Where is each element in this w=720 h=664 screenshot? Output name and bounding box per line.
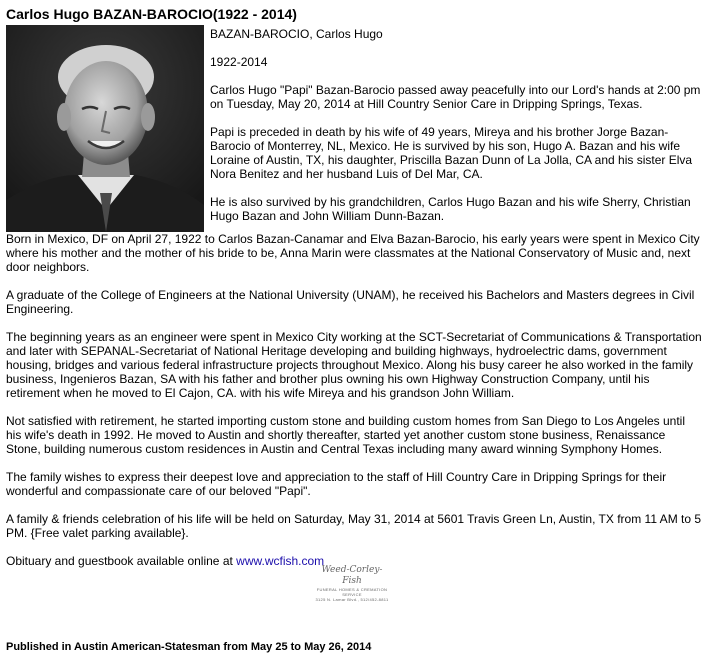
paragraph: The beginning years as an engineer were spent in Mexico City working at the SCT-Secretariat of Communications & Transportation and later with SEPANAL-Secretariat of National Heritage developing and building highways, hydroelectric dams, government housing, bridges and various federal infrastructure projects throughout Mexico. Along his busy career he also worked in the family business, Ingenieros Bazan, SA with his father and brother plus owning his own Highway Construction Company, until his retirement when he moved to El Cajon, CA. with his wife Mireya and his grandson John William. <box>6 330 702 400</box>
paragraph: Carlos Hugo "Papi" Bazan-Barocio passed away peacefully into our Lord's hands at 2:00 pm on Tuesday, May 20, 2014 at Hill Country Senior Care in Dripping Springs, Texas. <box>210 83 701 111</box>
years-line: 1922-2014 <box>210 55 268 69</box>
funeral-home-link[interactable]: www.wcfish.com <box>236 554 325 568</box>
paragraph: Not satisfied with retirement, he started importing custom stone and building custom homes from San Diego to Los Angeles until his wife's death in 1992. He moved to Austin and shortly thereafter, started yet another custom stone business, Renaissance Stone, building numerous custom residences in Austin and Central Texas including many award winning Symphony Homes. <box>6 414 686 456</box>
paragraph: A family & friends celebration of his life will be held on Saturday, May 31, 2014 at 5601 Travis Green Ln, Austin, TX from 11 AM to 5 PM. {Free valet parking available}. <box>6 512 702 540</box>
publication-note: Published in Austin American-Statesman from May 25 to May 26, 2014 <box>6 641 372 653</box>
signature-name: Weed-Corley-Fish <box>321 565 383 586</box>
paragraph: Papi is preceded in death by his wife of 49 years, Mireya and his brother Jorge Bazan-Barocio of Monterrey, NL, Mexico. He is survived by his son, Hugo A. Bazan and his wife Loraine of Austin, TX, his daughter, Priscilla Bazan Dunn of La Jolla, CA and his sister Elva Nora Benitez and her husband Luis of Del Mar, CA. <box>210 125 693 181</box>
paragraph: A graduate of the College of Engineers at the National University (UNAM), he received his Bachelors and Masters degrees in Civil Engineering. <box>6 288 695 316</box>
name-line: BAZAN-BAROCIO, Carlos Hugo <box>210 27 383 41</box>
online-text: Obituary and guestbook available online at <box>6 554 237 568</box>
signature-address: 3125 N. Lamar Blvd., 512/452-8811 <box>315 597 389 602</box>
funeral-home-signature <box>312 565 392 602</box>
paragraph: Born in Mexico, DF on April 27, 1922 to Carlos Bazan-Canamar and Elva Bazan-Barocio, his early years were spent in Mexico City where his mother and the mother of his bride to be, Anna Marin were classmates at the National Conservatory of Music and, next door neighbors. <box>6 232 700 274</box>
paragraph: The family wishes to express their deepest love and appreciation to the staff of Hill Country Care in Dripping Springs for their wonderful and compassionate care of our beloved "Papi". <box>6 470 667 498</box>
signature-tagline: FUNERAL HOMES & CREMATION SERVICE <box>316 587 388 597</box>
obituary-body <box>6 27 702 582</box>
obituary-title: Carlos Hugo BAZAN-BAROCIO(1922 - 2014) <box>6 6 297 22</box>
paragraph: He is also survived by his grandchildren, Carlos Hugo Bazan and his wife Sherry, Christian Hugo Bazan and John William Dunn-Bazan. <box>210 195 691 223</box>
photo-spacer <box>6 27 204 232</box>
